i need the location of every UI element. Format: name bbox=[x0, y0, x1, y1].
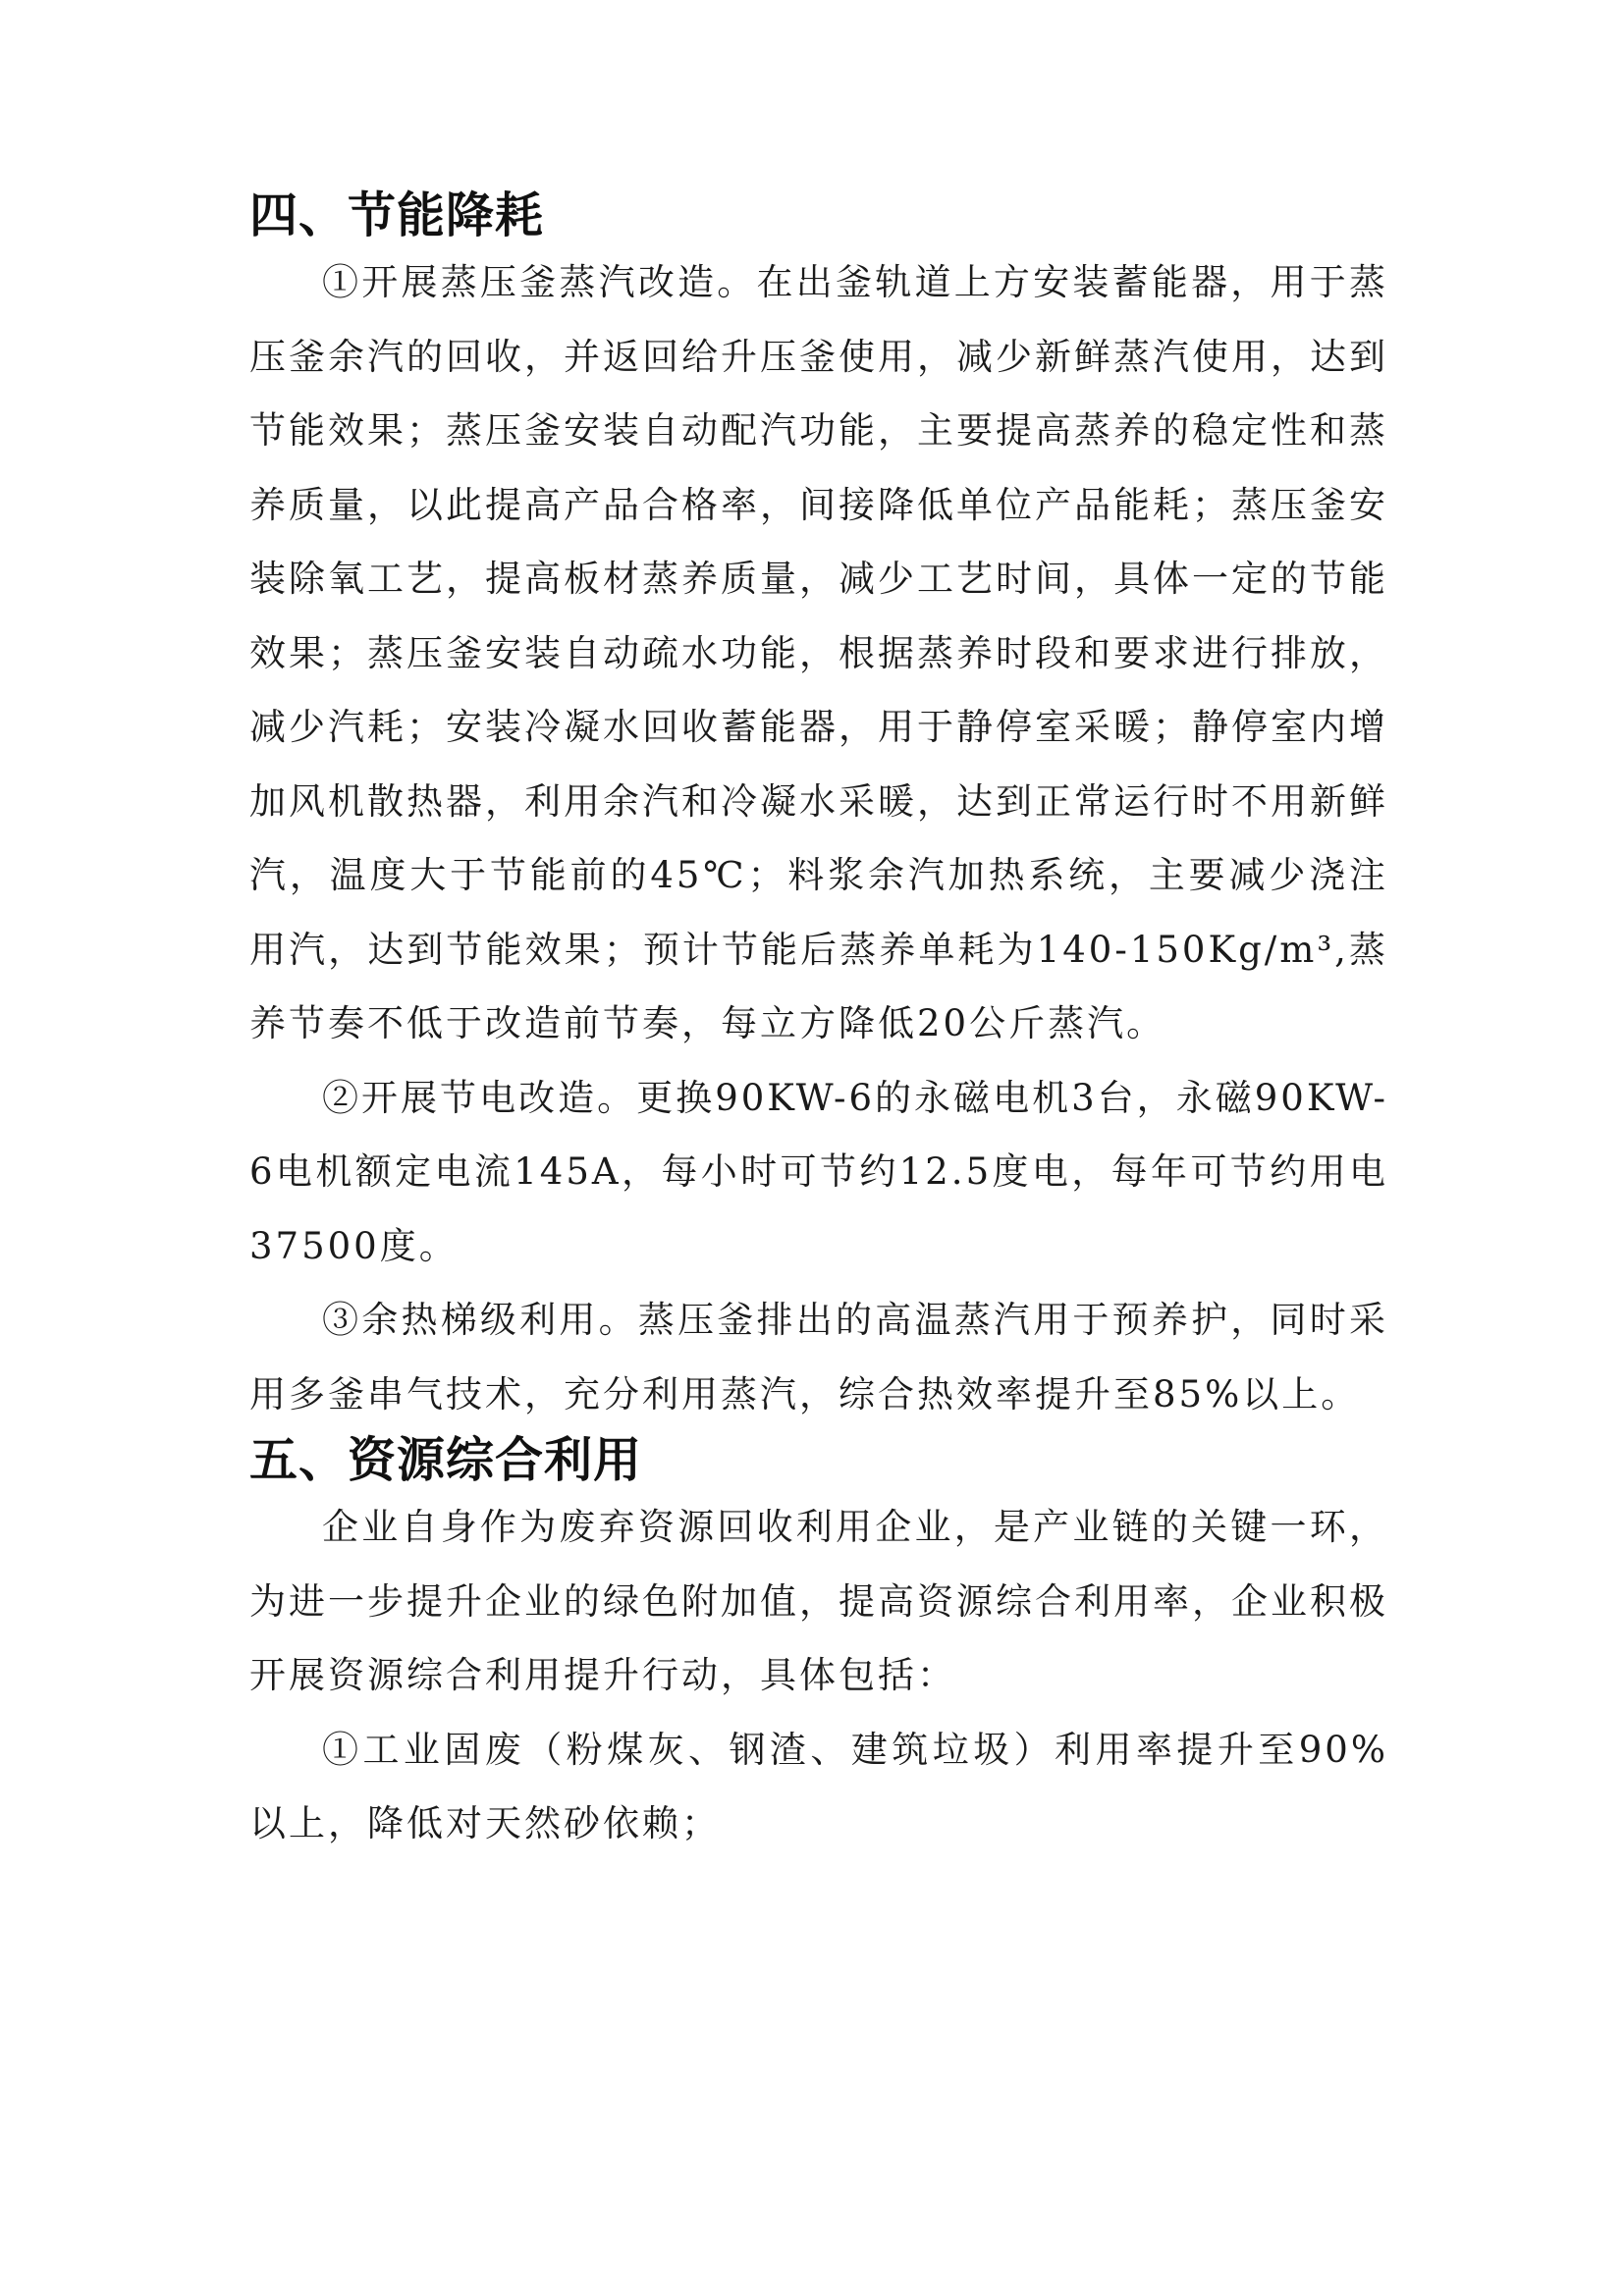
paragraph-resource-intro: 企业自身作为废弃资源回收利用企业，是产业链的关键一环，为进一步提升企业的绿色附加值，提高资源综合利用率，企业积极开展资源综合利用提升行动，具体包括： bbox=[249, 1506, 1388, 1696]
section-title-resource-utilization: 五、资源综合利用 bbox=[249, 1432, 643, 1488]
document-page bbox=[249, 187, 1388, 1861]
paragraph-waste-heat: ③余热梯级利用。蒸压釜排出的高温蒸汽用于预养护，同时采用多釜串气技术，充分利用蒸汽，综合热效率提升至85%以上。 bbox=[249, 1299, 1388, 1415]
paragraph-power-saving: ②开展节电改造。更换90KW-6的永磁电机3台，永磁90KW-6电机额定电流145A，每小时可节约12.5度电，每年可节约用电37500度。 bbox=[249, 1076, 1388, 1267]
section-title-energy-saving: 四、节能降耗 bbox=[249, 187, 545, 243]
paragraph-solid-waste: ①工业固废（粉煤灰、钢渣、建筑垃圾）利用率提升至90%以上，降低对天然砂依赖； bbox=[249, 1728, 1388, 1844]
paragraph-steam-retrofit: ①开展蒸压釜蒸汽改造。在出釜轨道上方安装蓄能器，用于蒸压釜余汽的回收，并返回给升压釜使用，减少新鲜蒸汽使用，达到节能效果；蒸压釜安装自动配汽功能，主要提高蒸养的稳定性和蒸养质量，以此提高产品合格率，间接降低单位产品能耗；蒸压釜安装除氧工艺，提高板材蒸养质量，减少工艺时间，具体一定的节能效果；蒸压釜安装自动疏水功能，根据蒸养时段和要求进行排放，减少汽耗；安装冷凝水回收蓄能器，用于静停室采暖；静停室内增加风机散热器，利用余汽和冷凝水采暖，达到正常运行时不用新鲜汽，温度大于节能前的45℃；料浆余汽加热系统，主要减少浇注用汽，达到节能效果；预计节能后蒸养单耗为140-150Kg/m³,蒸养节奏不低于改造前节奏，每立方降低20公斤蒸汽。 bbox=[249, 261, 1388, 1044]
